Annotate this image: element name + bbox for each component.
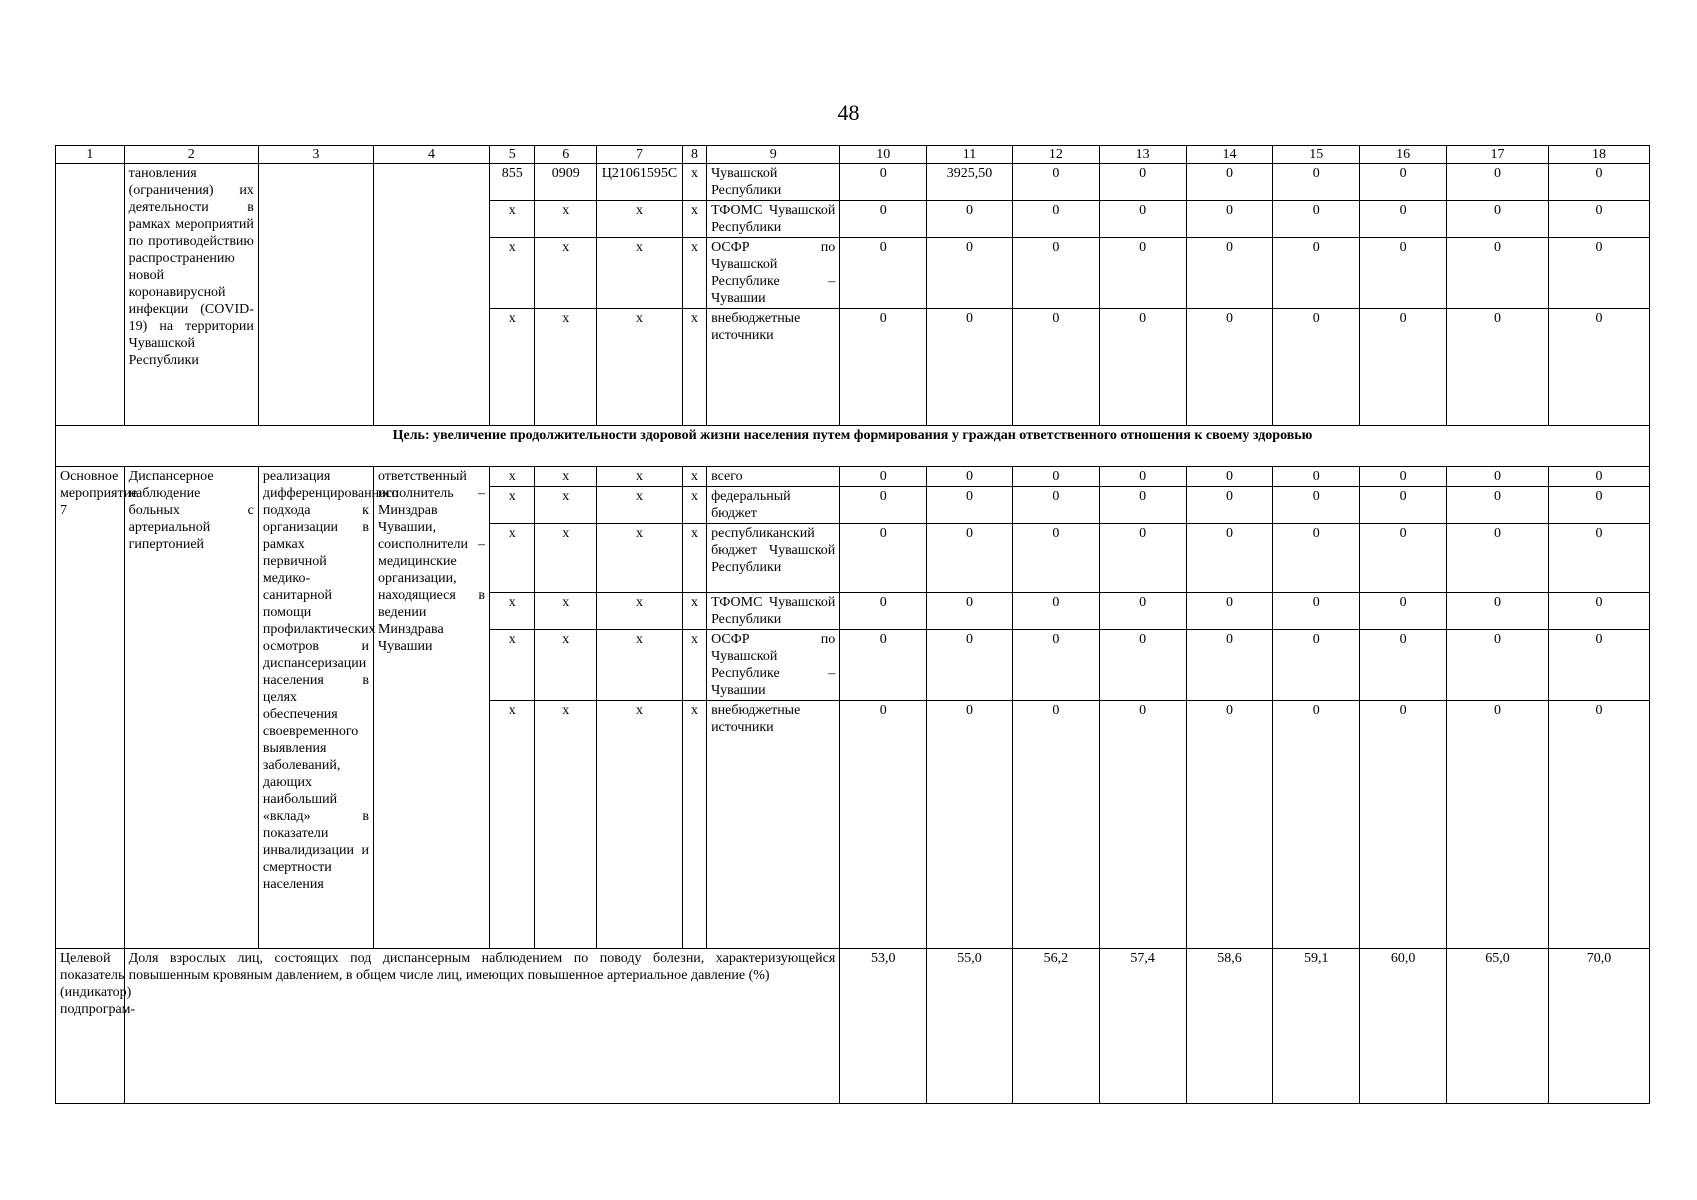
event-name: Диспансерное наблюдение больных с артериальной гипертонией [124,467,258,949]
value-cell: 0 [1099,593,1186,630]
value-cell: 0 [1446,487,1548,524]
value-cell: 0 [1186,309,1273,426]
code-cell: x [682,201,706,238]
content-cell [258,164,373,426]
value-cell: 0 [1012,164,1099,201]
value-cell: 0 [1548,593,1649,630]
code-cell: x [682,238,706,309]
funding-source: ТФОМС Чувашской Республики [707,593,840,630]
value-cell: 0 [1012,238,1099,309]
code-cell: x [597,701,683,949]
value-cell: 0 [1273,701,1360,949]
value-cell: 0 [1548,238,1649,309]
header-cell: 4 [373,146,489,164]
value-cell: 0 [1273,487,1360,524]
code-cell: x [682,467,706,487]
code-cell: Ц21061595С [597,164,683,201]
value-cell: 59,1 [1273,949,1360,1104]
code-cell: x [535,524,597,593]
code-cell: x [535,630,597,701]
value-cell: 0 [1186,524,1273,593]
value-cell: 0 [840,701,927,949]
table-row [56,467,1650,487]
header-cell: 9 [707,146,840,164]
code-cell: x [535,238,597,309]
header-cell: 10 [840,146,927,164]
code-cell: x [597,487,683,524]
value-cell: 0 [1099,467,1186,487]
value-cell: 0 [1273,201,1360,238]
value-cell: 0 [1099,201,1186,238]
value-cell: 0 [1360,238,1447,309]
status-cell: Основное мероприятие 7 [56,467,125,949]
indicator-row [56,949,1650,1104]
value-cell: 0 [1360,164,1447,201]
funding-source: ОСФР по Чувашской Республике – Чувашии [707,238,840,309]
value-cell: 0 [1446,164,1548,201]
header-cell: 12 [1012,146,1099,164]
value-cell: 0 [1099,309,1186,426]
value-cell: 0 [1012,201,1099,238]
value-cell: 0 [1548,524,1649,593]
value-cell: 0 [1012,309,1099,426]
value-cell: 3925,50 [927,164,1013,201]
value-cell: 0 [840,238,927,309]
value-cell: 53,0 [840,949,927,1104]
code-cell: x [490,701,535,949]
value-cell: 0 [927,630,1013,701]
value-cell: 0 [1273,630,1360,701]
value-cell: 0 [1273,309,1360,426]
funding-source: внебюджетные источники [707,309,840,426]
executor-cell [373,164,489,426]
value-cell: 0 [1012,487,1099,524]
code-cell: x [490,524,535,593]
value-cell: 0 [840,593,927,630]
value-cell: 0 [1446,238,1548,309]
header-row [56,146,1650,164]
value-cell: 0 [927,487,1013,524]
value-cell: 0 [1186,201,1273,238]
value-cell: 0 [1012,467,1099,487]
value-cell: 0 [1099,238,1186,309]
value-cell: 0 [1273,467,1360,487]
page-number: 48 [837,100,860,125]
funding-source: внебюджетные источники [707,701,840,949]
value-cell: 0 [1360,467,1447,487]
value-cell: 0 [1548,309,1649,426]
value-cell: 0 [1099,524,1186,593]
value-cell: 0 [1099,487,1186,524]
value-cell: 0 [1186,593,1273,630]
code-cell: 0909 [535,164,597,201]
code-cell: x [682,701,706,949]
code-cell: x [682,593,706,630]
code-cell: x [682,487,706,524]
value-cell: 0 [1360,487,1447,524]
status-cell [56,164,125,426]
value-cell: 0 [840,630,927,701]
value-cell: 0 [1099,164,1186,201]
value-cell: 0 [1360,309,1447,426]
value-cell: 0 [1446,701,1548,949]
code-cell: x [535,309,597,426]
header-cell: 17 [1446,146,1548,164]
header-cell: 1 [56,146,125,164]
code-cell: x [490,630,535,701]
value-cell: 0 [1360,524,1447,593]
value-cell: 0 [1548,701,1649,949]
value-cell: 0 [1186,164,1273,201]
value-cell: 0 [1446,524,1548,593]
value-cell: 60,0 [1360,949,1447,1104]
value-cell: 0 [1548,164,1649,201]
code-cell: x [490,238,535,309]
content-cell: реализация дифференцированного подхода к организации в рамках первичной медико-санитарной помощи профилактических осмотров и диспансеризации населения в целях обеспечения своевременного выявления заболеваний, дающих наибольший «вклад» в показатели инвалидизации и смертности населения [258,467,373,949]
value-cell: 0 [840,487,927,524]
header-cell: 11 [927,146,1013,164]
header-cell: 5 [490,146,535,164]
executor-cell: ответственный исполнитель – Минздрав Чувашии, соисполнители – медицинские организации, находящиеся в ведении Минздрава Чувашии [373,467,489,949]
value-cell: 0 [1548,630,1649,701]
funding-source: республиканский бюджет Чувашской Республики [707,524,840,593]
value-cell: 0 [1099,630,1186,701]
funding-source: всего [707,467,840,487]
value-cell: 0 [1446,630,1548,701]
header-cell: 3 [258,146,373,164]
code-cell: x [490,309,535,426]
value-cell: 0 [1186,487,1273,524]
value-cell: 0 [1186,630,1273,701]
code-cell: x [597,630,683,701]
code-cell: x [682,309,706,426]
funding-source: ОСФР по Чувашской Республике – Чувашии [707,630,840,701]
value-cell: 0 [927,701,1013,949]
code-cell: 855 [490,164,535,201]
header-cell: 13 [1099,146,1186,164]
value-cell: 0 [1273,524,1360,593]
value-cell: 0 [927,201,1013,238]
header-cell: 14 [1186,146,1273,164]
value-cell: 0 [1099,701,1186,949]
code-cell: x [490,487,535,524]
value-cell: 55,0 [927,949,1013,1104]
value-cell: 56,2 [1012,949,1099,1104]
value-cell: 0 [1548,201,1649,238]
value-cell: 0 [1548,467,1649,487]
value-cell: 0 [1012,593,1099,630]
code-cell: x [597,593,683,630]
value-cell: 0 [927,467,1013,487]
indicator-label: Целевой показатель (индикатор) подпрограм- [56,949,125,1104]
header-cell: 16 [1360,146,1447,164]
code-cell: x [682,164,706,201]
value-cell: 58,6 [1186,949,1273,1104]
code-cell: x [535,701,597,949]
code-cell: x [597,309,683,426]
code-cell: x [535,487,597,524]
value-cell: 0 [1012,630,1099,701]
funding-source: Чувашской Республики [707,164,840,201]
value-cell: 0 [1446,593,1548,630]
value-cell: 0 [927,593,1013,630]
table-row [56,164,1650,201]
value-cell: 0 [1186,467,1273,487]
value-cell: 0 [1360,630,1447,701]
header-cell: 6 [535,146,597,164]
value-cell: 0 [1548,487,1649,524]
code-cell: x [535,201,597,238]
value-cell: 0 [1273,164,1360,201]
header-cell: 7 [597,146,683,164]
code-cell: x [535,593,597,630]
value-cell: 70,0 [1548,949,1649,1104]
value-cell: 0 [1360,201,1447,238]
value-cell: 0 [1012,701,1099,949]
value-cell: 0 [1446,309,1548,426]
value-cell: 0 [1186,701,1273,949]
value-cell: 0 [1273,593,1360,630]
value-cell: 0 [840,309,927,426]
value-cell: 57,4 [1099,949,1186,1104]
header-cell: 15 [1273,146,1360,164]
value-cell: 0 [927,524,1013,593]
goal-row [56,426,1650,467]
value-cell: 0 [927,309,1013,426]
code-cell: x [490,201,535,238]
event-name: тановления (ограничения) их деятельности в рамках мероприятий по противодействию распространению новой коронавирусной инфекции (COVID-19) на территории Чувашской Республики [124,164,258,426]
value-cell: 0 [1186,238,1273,309]
code-cell: x [597,238,683,309]
funding-source: ТФОМС Чувашской Республики [707,201,840,238]
code-cell: x [490,467,535,487]
value-cell: 0 [1446,201,1548,238]
code-cell: x [490,593,535,630]
goal-text: Цель: увеличение продолжительности здоровой жизни населения путем формирования у граждан ответственного отношения к своему здоровью [56,426,1650,467]
value-cell: 0 [927,238,1013,309]
value-cell: 0 [840,467,927,487]
value-cell: 0 [1360,593,1447,630]
value-cell: 0 [840,201,927,238]
code-cell: x [597,524,683,593]
value-cell: 0 [840,164,927,201]
code-cell: x [682,630,706,701]
indicator-text: Доля взрослых лиц, состоящих под диспансерным наблюдением по поводу болезни, характеризующейся повышенным кровяным давлением, в общем числе лиц, имеющих повышенное артериальное давление (%) [124,949,840,1104]
code-cell: x [682,524,706,593]
code-cell: x [597,467,683,487]
code-cell: x [535,467,597,487]
value-cell: 65,0 [1446,949,1548,1104]
value-cell: 0 [840,524,927,593]
value-cell: 0 [1446,467,1548,487]
value-cell: 0 [1012,524,1099,593]
program-table [55,145,1650,1104]
funding-source: федеральный бюджет [707,487,840,524]
header-cell: 2 [124,146,258,164]
header-cell: 18 [1548,146,1649,164]
value-cell: 0 [1273,238,1360,309]
value-cell: 0 [1360,701,1447,949]
header-cell: 8 [682,146,706,164]
code-cell: x [597,201,683,238]
